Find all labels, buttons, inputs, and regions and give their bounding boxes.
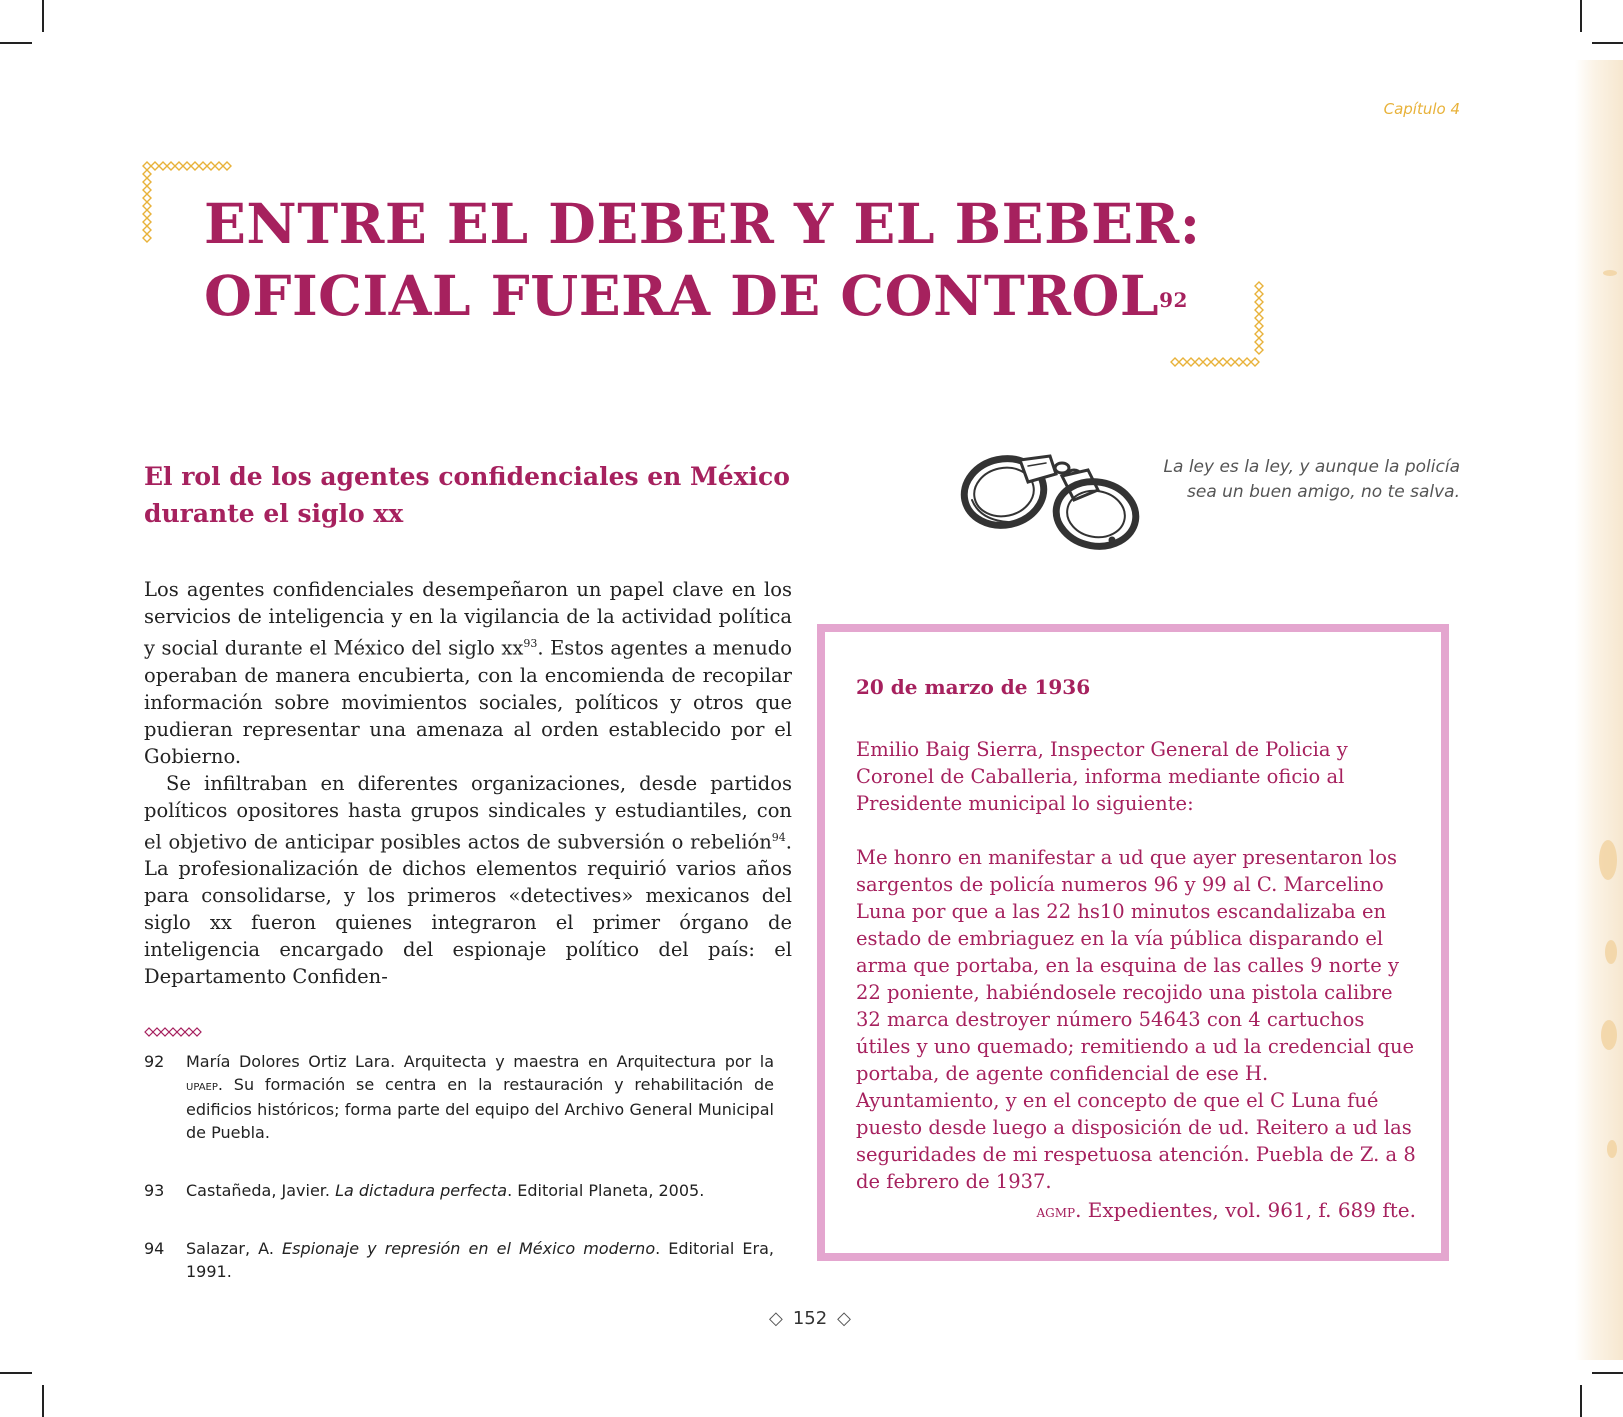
diamond-icon: ◇: [768, 1308, 783, 1329]
page-number: ◇ 152 ◇: [768, 1308, 852, 1329]
chapter-label: Capítulo 4: [1383, 100, 1460, 118]
crop-mark: [1592, 1372, 1623, 1374]
title-line-1: ENTRE EL DEBER Y EL BEBER:: [204, 191, 1201, 256]
footnote-ref-94: 94: [771, 830, 786, 844]
crop-mark: [1592, 42, 1623, 44]
footnotes: [144, 1050, 774, 1283]
paragraph-1: Los agentes confidenciales desempeñaron un papel clave en los servicios de inteligencia y en la vigilancia de la actividad política y social durante el México del siglo $xx^{93}$. Estos agentes a menudo operaban de manera encubierta, con la encomienda de recopilar información sobre movimientos sociales, políticos y otros que pudieran representar una amenaza al orden establecido por el Gobierno.: [144, 578, 793, 768]
diamond-icon: ◇: [837, 1308, 852, 1329]
crop-mark: [1580, 0, 1582, 32]
footnote-ornament: [144, 1027, 206, 1037]
body-text: [144, 576, 792, 990]
title-line-2-text: OFICIAL FUERA DE CONTROL: [204, 263, 1160, 328]
footnote-ref-93: 93: [523, 637, 538, 650]
box-text: [856, 736, 1416, 1195]
crop-mark: [42, 0, 44, 32]
box-source: agmp. Expedientes, vol. 961, f. 689 fte.: [1036, 1198, 1416, 1222]
crop-mark: [0, 42, 32, 44]
box-intro: Emilio Baig Sierra, Inspector General de Policia y Coronel de Caballeria, informa mediante oficio al Presidente municipal lo siguiente:: [856, 738, 1348, 815]
footnote-92: 92 María Dolores Ortiz Lara. Arquitecta y maestra en Arquitectura por la upaep. Su formación se centra en la restauración y rehabilitación de edificios históricos; forma parte del equipo del Archivo General Municipal de Puebla.: [144, 1052, 774, 1142]
box-body: Me honro en manifestar a ud que ayer presentaron los sargentos de policía numeros 96 y 99 al C. Marcelino Luna por que a las 22 hs10 minutos escandalizaba en estado de embriaguez en la vía pública disparando el arma que portaba, en la esquina de las calles 9 norte y 22 poniente, habiéndosele recojido una pistola calibre 32 marca destroyer número 54643 con 4 cartuchos útiles y uno quemado; remitiendo a ud la credencial que portaba, de agente confidencial de ese H. Ayuntamiento, y en el concepto de que el C Luna fué puesto desde luego a disposición de ud. Reitero a ud las seguridades de mi respetuosa atención. Puebla de Z. a 8 de febrero de 1937.: [856, 846, 1416, 1193]
title-footnote-ref: 92: [1159, 288, 1188, 312]
box-date: 20 de marzo de 1936: [856, 675, 1091, 699]
crop-mark: [1580, 1385, 1582, 1417]
pull-quote: [1120, 455, 1460, 505]
section-heading: El rol de los agentes confidenciales en México durante el siglo xx: [144, 462, 790, 528]
crop-mark: [0, 1372, 32, 1374]
quote-line-1: La ley es la ley, y aunque la policía: [1163, 457, 1460, 477]
paragraph-2: Se infiltraban en diferentes organizaciones, desde partidos políticos opositores hasta grupos sindicales y estudiantiles, con el objetivo de anticipar posibles actos de subversión o rebelión$^{94}$. La profesionalización de dichos elementos requirió varios años para consolidarse, y los primeros «detectives» mexicanos del siglo xx fueron quienes integraron el primer órgano de inteligencia encargado del espionaje político del país: el Departamento Confiden-: [144, 771, 792, 988]
footnote-94: 94 Salazar, A. Espionaje y represión en el México moderno. Editorial Era, 1991.: [144, 1239, 774, 1281]
handcuffs-icon: [958, 448, 1144, 552]
footnote-93: 93 Castañeda, Javier. La dictadura perfecta. Editorial Planeta, 2005.: [144, 1181, 705, 1200]
page-title: [204, 188, 1244, 332]
crop-mark: [42, 1385, 44, 1417]
paper-texture: [1575, 60, 1623, 1360]
title-line-2: [204, 260, 1244, 332]
quote-line-2: sea un buen amigo, no te salva.: [1187, 482, 1460, 502]
